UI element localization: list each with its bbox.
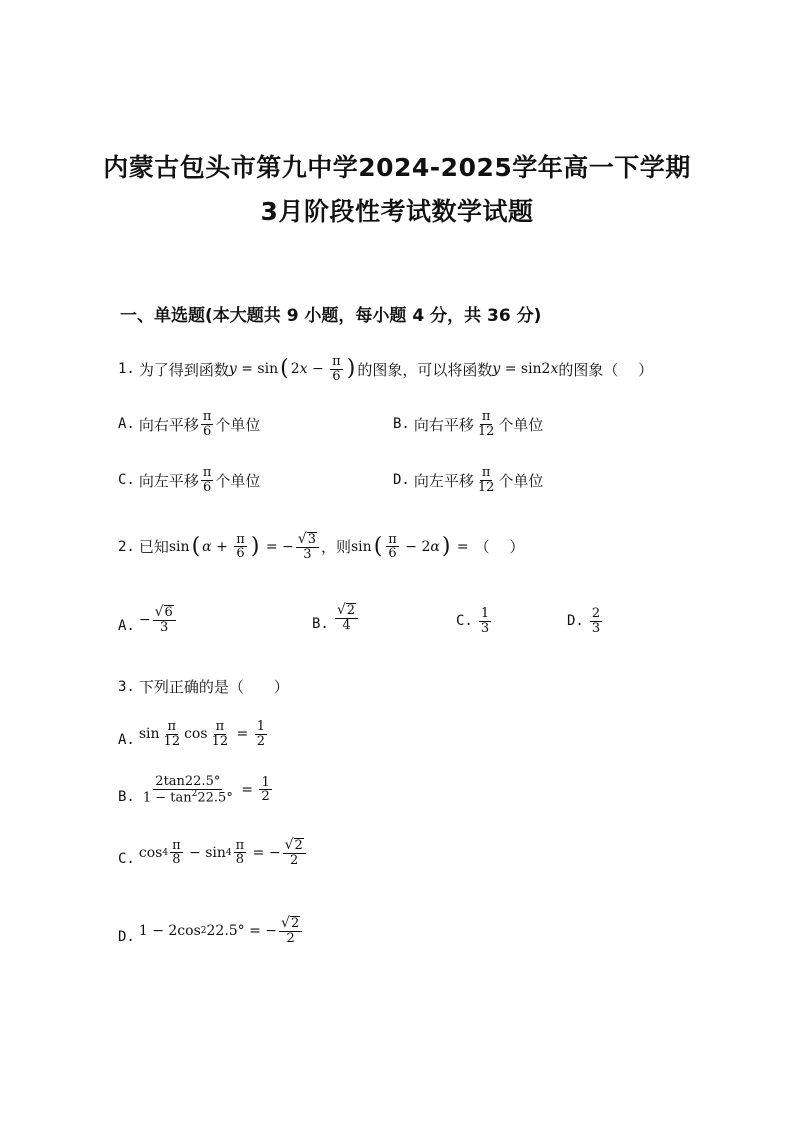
formula: cos 4 $\frac{\pi}{8}$ − sin 4 $\frac{\pi}{8}$ = − √ 2 2 [139,838,308,867]
option-label: D. [567,613,584,630]
option-label: C. [118,851,135,868]
option-label: D. [118,929,135,946]
formula: − √ 6 3 [139,605,178,634]
question-text: 下列正确的是（ ） [138,678,289,696]
q2-option-d[interactable] [567,607,604,635]
formula: √ 2 4 [333,603,360,632]
option-label: A. [118,732,135,749]
exam-title-line1: 内蒙古包头市第九中学2024-2025学年高一下学期 [103,153,691,182]
frac-num: π [202,409,212,424]
option-label: C. [118,472,135,489]
frac-num: π [202,465,212,480]
frac-den: 12 [477,479,495,495]
formula: $\frac{2\tan 22.5^\circ}{1 - \tan^222.5^\circ}$ = $\frac{1}{2}$ [142,774,270,805]
option-label: A. [118,416,135,433]
formula: sin ( α + $\frac{\pi}{6}$ ) = − √ 3 3 [169,532,321,561]
frac-den: 6 [203,479,212,495]
question-text: 的图象，可以将函数 [357,360,493,379]
option-text: 向左平移 [138,471,199,490]
section-heading: 一、单选题(本大题共 9 小题，每小题 4 分，共 36 分) [120,306,542,326]
question-number: 1. [118,361,135,378]
question-text: ，则 [320,538,351,557]
q3-option-d[interactable] [118,916,304,945]
question-number: 2. [118,538,135,555]
question-text: （ ） [474,538,525,557]
q3-option-a[interactable] [118,720,269,748]
formula: y = sin ( 2 x − $\frac{\pi}{6}$ ) [228,354,356,384]
q1-option-c[interactable] [118,466,260,494]
q1-option-b[interactable] [393,410,543,438]
option-text: 个单位 [215,415,261,434]
frac-den: 12 [477,423,495,439]
formula: $\frac{2}{3}$ [591,606,601,636]
question-1 [118,355,653,383]
option-text: 向左平移 [413,471,474,490]
exam-title-line2: 3月阶段性考试数学试题 [260,197,534,226]
option-label: C. [456,613,473,630]
question-number: 3. [118,678,135,695]
q2-option-a[interactable] [118,605,178,634]
formula: y = sin2 x [492,361,559,378]
option-text: 向右平移 [413,415,474,434]
option-text: 向右平移 [138,415,199,434]
option-label: B. [118,788,135,805]
option-label: B. [393,416,410,433]
formula: $\frac{1}{3}$ [480,606,490,636]
option-label: A. [118,618,135,635]
q2-option-c[interactable] [456,607,493,635]
question-text: 的图象（ ） [558,360,654,379]
formula: sin ( $\frac{\pi}{6}$ − 2 α ) = [351,531,469,562]
question-3 [118,676,289,697]
q1-option-a[interactable] [118,410,260,438]
q1-option-d[interactable] [393,466,543,494]
frac-num: π [481,465,491,480]
question-text: 已知 [138,538,169,557]
q3-option-c[interactable] [118,838,308,867]
option-label: B. [312,616,329,633]
question-2 [118,532,524,561]
option-label: D. [393,472,410,489]
q2-option-b[interactable] [312,603,360,632]
formula: sin $\frac{\pi}{12}$ cos $\frac{\pi}{12}$ = $\frac{1}{2}$ [138,719,266,749]
q3-option-b[interactable] [118,775,274,805]
option-text: 个单位 [215,471,261,490]
option-text: 个单位 [498,471,544,490]
question-text: 为了得到函数 [138,360,229,379]
option-text: 个单位 [498,415,544,434]
frac-den: 6 [203,423,212,439]
frac-num: π [481,409,491,424]
formula: 1 − 2cos 2 22.5° = − √ 2 2 [139,916,304,945]
